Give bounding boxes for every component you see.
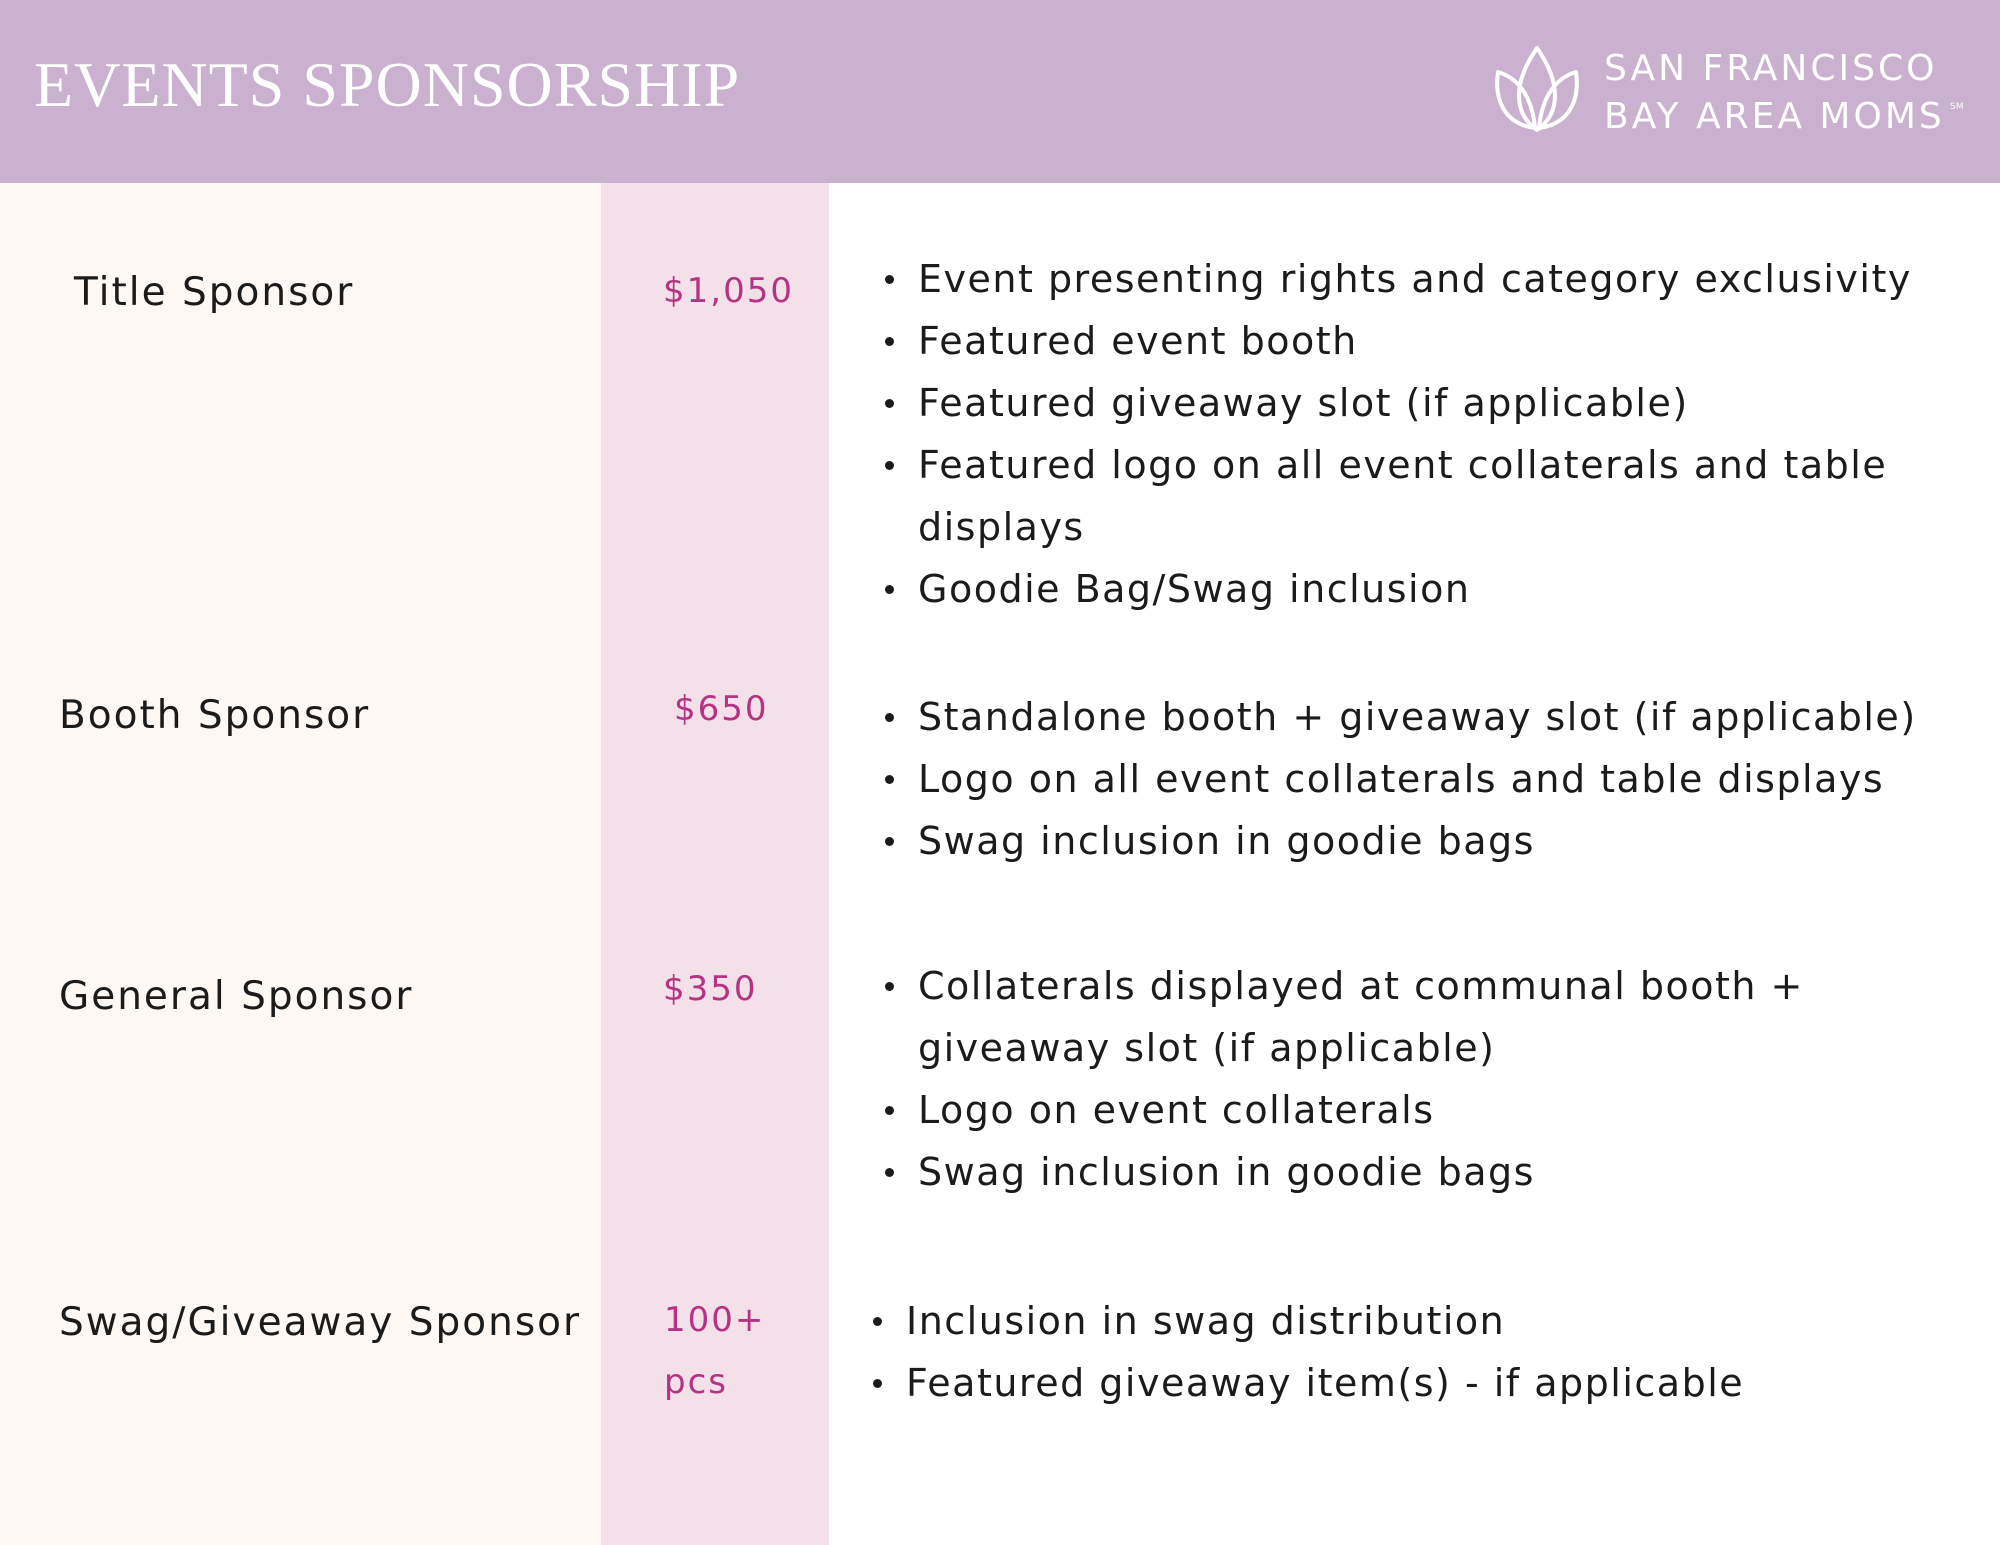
brand-name-line2: BAY AREA MOMS <box>1604 96 1945 137</box>
feature-item: Featured giveaway item(s) - if applicable <box>868 1352 1744 1414</box>
brand-name-line1: SAN FRANCISCO <box>1604 48 1938 89</box>
tier-price-swag-giveaway-sponsor <box>664 1289 765 1413</box>
tier-name-swag-giveaway-sponsor: Swag/Giveaway Sponsor <box>59 1300 582 1345</box>
feature-item: Goodie Bag/Swag inclusion <box>880 558 1978 620</box>
feature-item: Inclusion in swag distribution <box>868 1290 1744 1352</box>
feature-item: Logo on event collaterals <box>880 1079 1918 1141</box>
tier-features-booth-sponsor <box>880 686 1917 872</box>
price-quantity: 100+ <box>664 1300 766 1340</box>
feature-item: Logo on all event collaterals and table displays <box>880 748 1917 810</box>
tier-price-booth-sponsor: $650 <box>674 689 769 729</box>
page-title: EVENTS SPONSORSHIP <box>34 49 741 120</box>
feature-item: Featured logo on all event collaterals and table displays <box>880 434 1978 558</box>
tier-features-swag-giveaway-sponsor <box>868 1290 1744 1414</box>
feature-item: Event presenting rights and category exclusivity <box>880 248 1978 310</box>
price-unit: pcs <box>664 1362 728 1402</box>
tier-name-title-sponsor: Title Sponsor <box>74 270 355 315</box>
service-mark: SM <box>1950 102 1964 112</box>
tier-price-general-sponsor: $350 <box>663 969 758 1009</box>
feature-item: Standalone booth + giveaway slot (if applicable) <box>880 686 1917 748</box>
tier-features-general-sponsor <box>880 955 1918 1203</box>
tier-price-title-sponsor: $1,050 <box>663 271 794 311</box>
feature-item: Swag inclusion in goodie bags <box>880 1141 1918 1203</box>
feature-item: Featured giveaway slot (if applicable) <box>880 372 1978 434</box>
tier-name-general-sponsor: General Sponsor <box>59 974 414 1019</box>
tier-name-booth-sponsor: Booth Sponsor <box>59 693 371 738</box>
header-banner <box>0 0 2000 183</box>
brand-logo <box>1492 44 1992 144</box>
tier-features-title-sponsor <box>880 248 1978 620</box>
feature-item: Swag inclusion in goodie bags <box>880 810 1917 872</box>
feature-item: Featured event booth <box>880 310 1978 372</box>
feature-item: Collaterals displayed at communal booth + giveaway slot (if applicable) <box>880 955 1918 1079</box>
lotus-icon <box>1492 44 1582 136</box>
